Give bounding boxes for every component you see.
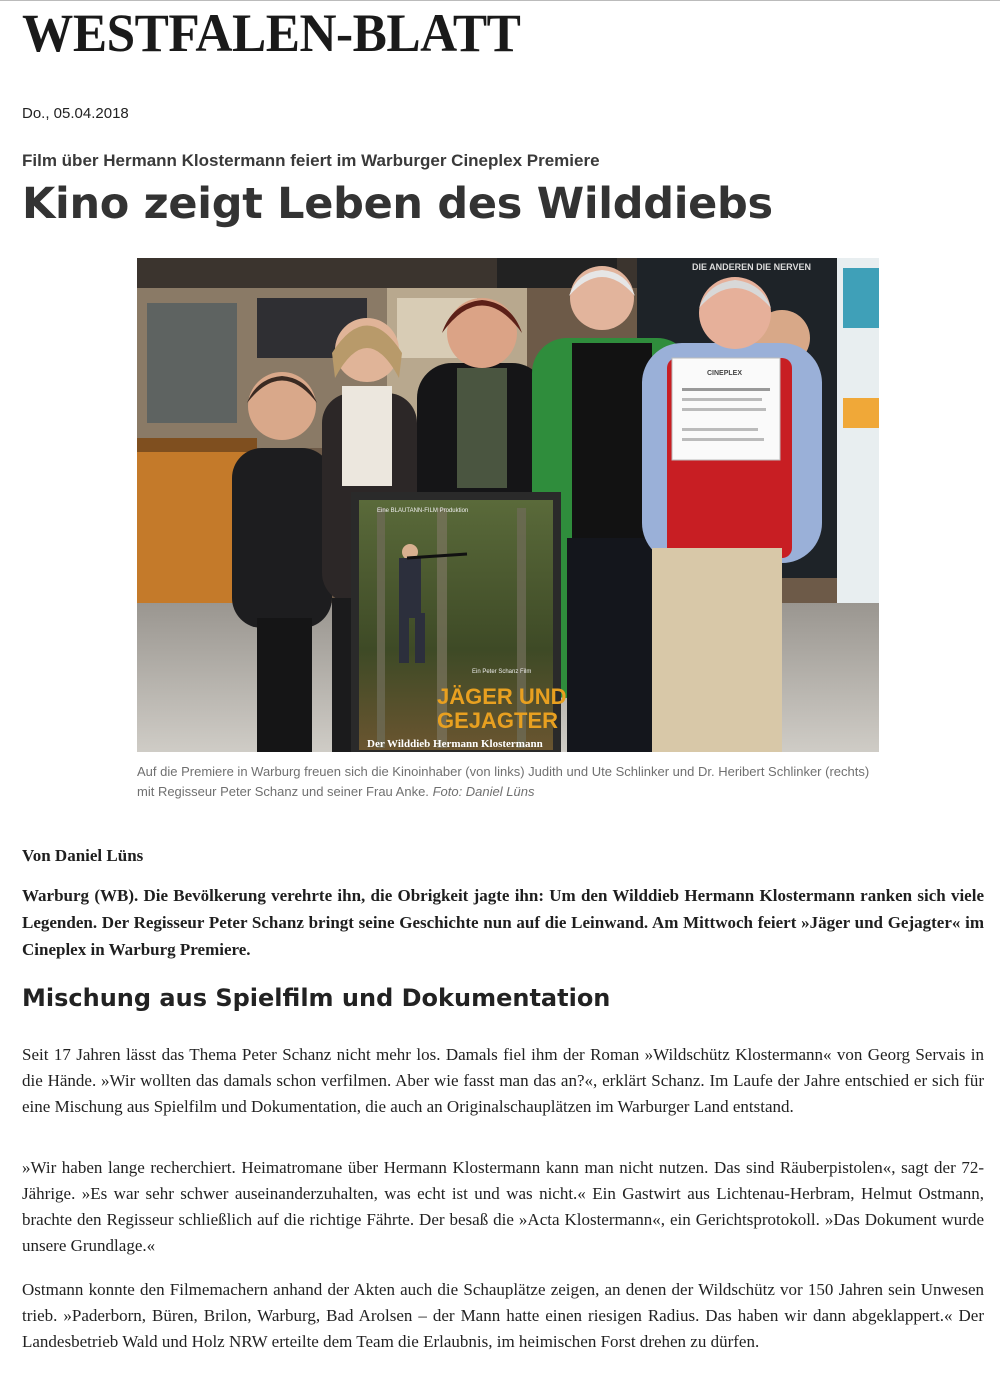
wall-sign-text: DIE ANDEREN DIE NERVEN [692, 262, 812, 272]
publication-date: Do., 05.04.2018 [22, 105, 129, 122]
article-lead: Warburg (WB). Die Bevölkerung verehrte ihn, die Obrigkeit jagte ihn: Um den Wilddieb Hermann Klostermann ranken sich viele Legenden. Der Regisseur Peter Schanz bringt seine Geschichte nun auf die Leinwand. Am Mittwoch feiert »Jäger und Gejagter« im Cineplex in Warburg Premiere. [22, 886, 984, 959]
poster-tagline: Eine BLAUTANN-FILM Produktion [377, 508, 469, 514]
body-paragraph: Seit 17 Jahren lässt das Thema Peter Schanz nicht mehr los. Damals fiel ihm der Roman »Wildschütz Klostermann« von Georg Servais in die Hände. »Wir wollten das damals schon verfilmen. Aber wie fasst man das an?«, erklärt Schanz. Im Laufe der Jahre entschied er sich für eine Mischung aus Spielfilm und Dokumentation, die auch an Originalschauplätzen im Warburger Land entstand. [22, 1045, 984, 1116]
article-headline: Kino zeigt Leben des Wilddiebs [22, 179, 773, 229]
body-paragraph: »Wir haben lange recherchiert. Heimatromane über Hermann Klostermann kann man nicht nutzen. Das sind Räuberpistolen«, sagt der 72-Jährige. »Es war sehr schwer auseinanderzuhalten, was echt ist und was nicht.« Ein Gastwirt aus Lichtenau-Herbram, Helmut Ostmann, brachte den Regisseur schließlich auf die richtige Fährte. Der besaß die »Acta Klostermann«, ein Gerichtsprotokoll. »Das Dokument wurde unsere Grundlage.« [22, 1158, 984, 1255]
caption-text: Auf die Premiere in Warburg freuen sich die Kinoinhaber (von links) Judith und Ute Schlinker und Dr. Heribert Schlinker (rechts) mit Regisseur Peter Schanz und seiner Frau Anke. [137, 764, 870, 799]
caption-credit: Foto: Daniel Lüns [432, 784, 535, 799]
certificate-logo: CINEPLEX [707, 370, 743, 377]
poster-credit: Ein Peter Schanz Film [472, 669, 532, 675]
poster-subtitle: Der Wilddieb Hermann Klostermann [367, 738, 543, 750]
poster-title-line2: GEJAGTER [437, 708, 559, 733]
poster-title-line1: JÄGER UND [437, 684, 567, 709]
article-photo [137, 258, 879, 752]
body-paragraph: Ostmann konnte den Filmemachern anhand der Akten auch die Schauplätze zeigen, an denen der Wildschütz vor 150 Jahren sein Unwesen trieb. »Paderborn, Büren, Brilon, Warburg, Bad Arolsen – der Mann hatte einen riesigen Radius. Das haben wir dann abgeklappert.« Der Landesbetrieb Wald und Holz NRW erteilte dem Team die Erlaubnis, im heimischen Forst drehen zu dürfen. [22, 1280, 984, 1351]
masthead-logo: WESTFALEN-BLATT [22, 3, 521, 63]
top-border [0, 0, 1000, 1]
article-kicker: Film über Hermann Klostermann feiert im Warburger Cineplex Premiere [22, 151, 600, 170]
photo-caption [137, 762, 877, 802]
section-subheading: Mischung aus Spielfilm und Dokumentation [22, 984, 611, 1012]
article-byline: Von Daniel Lüns [22, 846, 144, 865]
